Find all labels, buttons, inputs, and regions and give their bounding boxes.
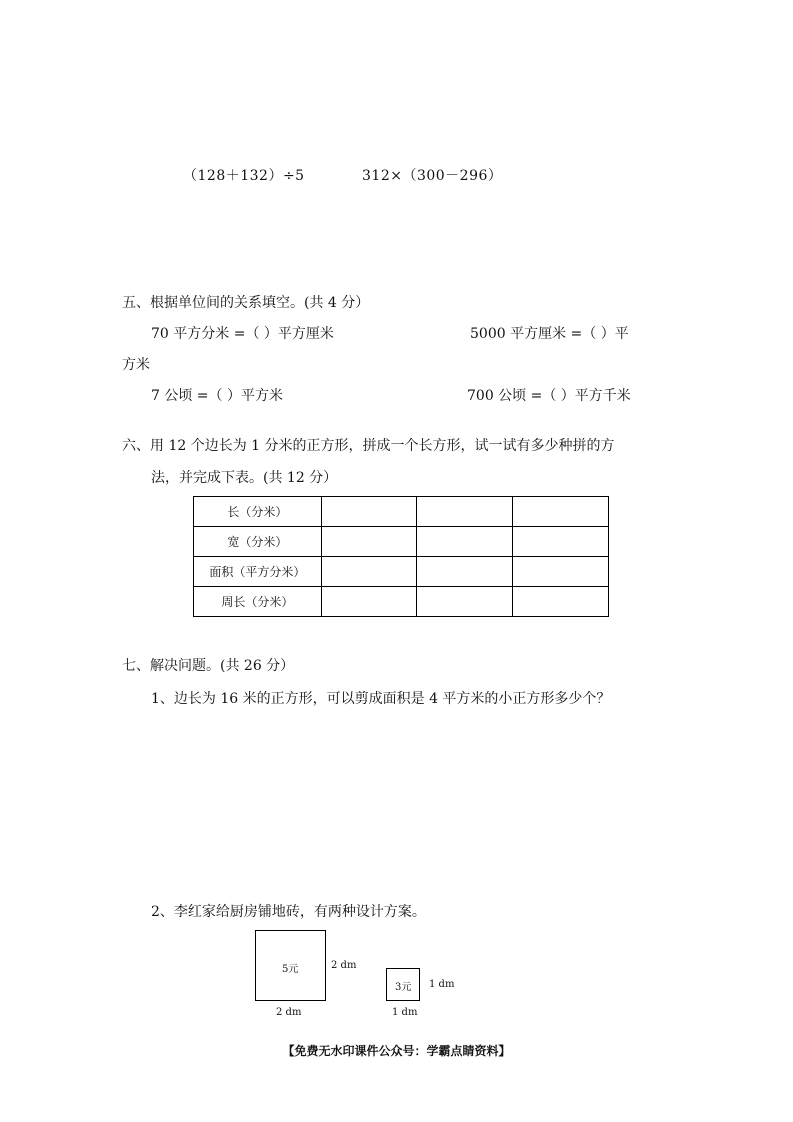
table-cell [417, 557, 513, 587]
table-cell [513, 527, 609, 557]
big-tile-side-label: 2 dm [331, 960, 357, 971]
calc-expression-1: （128＋132）÷5 [183, 168, 305, 184]
table-row-header: 面积（平方分米） [194, 557, 322, 587]
section-5-question-1: 70 平方分米 =（ ）平方厘米 [151, 326, 334, 342]
big-tile-square [255, 930, 326, 1001]
table-cell [417, 527, 513, 557]
calc-expression-2: 312×（300－296） [362, 168, 503, 184]
small-tile-side-label: 1 dm [429, 979, 455, 990]
table-row-header: 周长（分米） [194, 587, 322, 617]
section-5-title: 五、根据单位间的关系填空。(共 4 分） [122, 295, 370, 311]
table-cell [321, 587, 417, 617]
table-cell [321, 557, 417, 587]
section-5-question-3: 7 公顷 =（ ）平方米 [151, 388, 283, 404]
section-7-question-1: 1、边长为 16 米的正方形，可以剪成面积是 4 平方米的小正方形多少个？ [151, 691, 611, 707]
big-tile-price: 5元 [282, 964, 299, 975]
table-row [194, 497, 609, 527]
table-cell [321, 527, 417, 557]
section-5-question-2-cont: 方米 [122, 357, 150, 373]
section-6-title-line-1: 六、用 12 个边长为 1 分米的正方形，拼成一个长方形，试一试有多少种拼的方 [122, 438, 615, 454]
table-row-header: 宽（分米） [194, 527, 322, 557]
table-row-header: 长（分米） [194, 497, 322, 527]
section-6-title-line-2: 法，并完成下表。(共 12 分） [151, 470, 338, 486]
table-cell [513, 587, 609, 617]
table-row [194, 527, 609, 557]
small-tile-price: 3元 [395, 982, 412, 993]
footer-notice: 【免费无水印课件公众号：学霸点睛资料】 [282, 1044, 511, 1058]
table-cell [417, 497, 513, 527]
table-row [194, 557, 609, 587]
big-tile-bottom-label: 2 dm [276, 1007, 302, 1018]
rectangle-table [193, 496, 609, 617]
table-cell [513, 557, 609, 587]
section-5-question-4: 700 公顷 =（ ）平方千米 [467, 388, 631, 404]
table-cell [513, 497, 609, 527]
small-tile-square [386, 968, 420, 1001]
section-7-title: 七、解决问题。(共 26 分） [122, 658, 295, 674]
section-7-question-2: 2、李红家给厨房铺地砖，有两种设计方案。 [151, 904, 426, 920]
small-tile-bottom-label: 1 dm [392, 1007, 418, 1018]
table-cell [321, 497, 417, 527]
table-cell [417, 587, 513, 617]
section-5-question-2: 5000 平方厘米 =（ ）平 [470, 326, 629, 342]
table-row [194, 587, 609, 617]
